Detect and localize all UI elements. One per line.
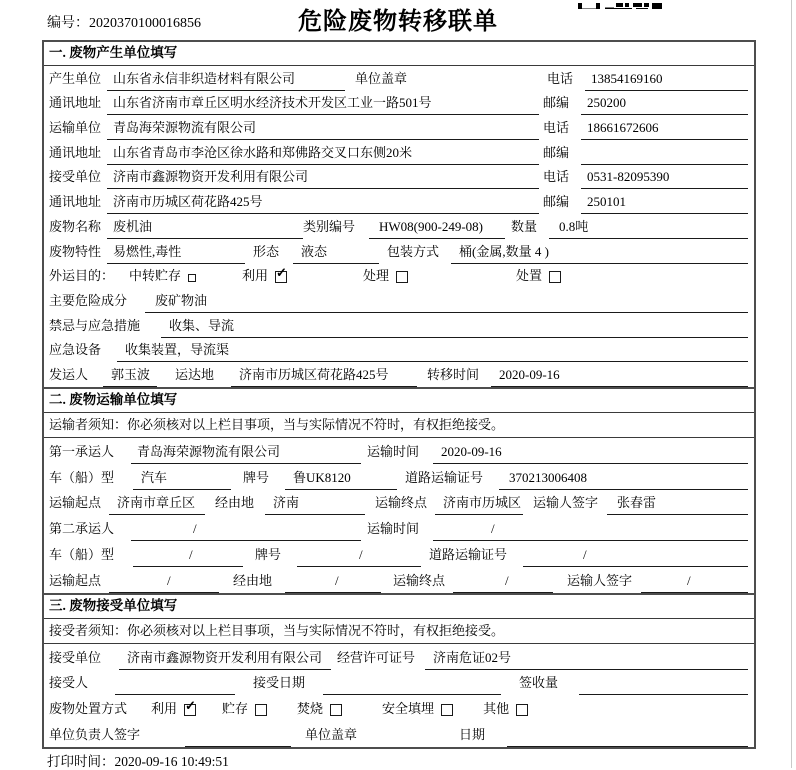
field-value: / — [109, 572, 219, 593]
field-label: 应急设备 — [49, 342, 102, 358]
field-label: 运达地 — [175, 366, 215, 382]
field-label: 第二承运人 — [49, 521, 115, 537]
checkbox-checked-icon — [184, 698, 196, 716]
field-label: 通讯地址 — [49, 144, 102, 160]
form-row — [44, 115, 754, 140]
field-label: 日期 — [459, 726, 486, 742]
field-label: 单位负责人签字 — [49, 726, 141, 742]
field-value: 250200 — [581, 94, 748, 115]
form-row — [44, 721, 754, 747]
form-row — [44, 670, 754, 696]
field-value: / — [297, 546, 421, 567]
section-notice: 接受者须知：你必须核对以上栏目事项，当与实际情况不符时，有权拒绝接受。 — [44, 619, 754, 644]
field-label: 牌号 — [243, 469, 270, 485]
section-notice: 运输者须知：你必须核对以上栏目事项，当与实际情况不符时，有权拒绝接受。 — [44, 413, 754, 438]
checkbox-field — [297, 700, 342, 721]
checkbox-field — [151, 700, 196, 721]
checkbox-field — [363, 267, 408, 288]
form-row — [44, 338, 754, 363]
field-label: 道路运输证号 — [405, 469, 484, 485]
form-row — [44, 66, 754, 91]
field-value — [323, 692, 501, 695]
field-label: 道路运输证号 — [429, 546, 508, 562]
checkbox-label: 利用 — [151, 701, 178, 717]
field-label: 通讯地址 — [49, 194, 102, 210]
checkbox-checked-icon — [275, 265, 287, 283]
field-value: 山东省青岛市李沧区徐水路和郑佛路交叉口东侧20米 — [107, 144, 539, 165]
field-label: 外运目的： — [49, 268, 115, 284]
field-label: 形态 — [253, 243, 280, 259]
page-edge-divider — [791, 0, 792, 768]
field-label: 运输终点 — [375, 495, 428, 511]
field-value: 0531-82095390 — [581, 168, 748, 189]
field-label: 运输时间 — [367, 521, 420, 537]
checkbox-unchecked-icon — [330, 704, 342, 716]
form-row — [44, 288, 754, 313]
field-value: 桶(金属,数量 4 ) — [451, 243, 748, 264]
field-value: 0.8吨 — [549, 218, 748, 239]
field-value: 青岛海荣源物流有限公司 — [107, 119, 539, 140]
field-value — [581, 162, 748, 165]
checkbox-unchecked-icon — [396, 271, 408, 283]
form-row — [44, 438, 754, 464]
field-label: 接受单位 — [49, 649, 102, 665]
field-value: 山东省济南市章丘区明水经济技术开发区工业一路501号 — [107, 94, 539, 115]
form-row — [44, 239, 754, 264]
checkbox-label: 其他 — [483, 701, 510, 717]
checkbox-unchecked-icon — [188, 274, 196, 282]
field-label: 电话 — [543, 120, 570, 136]
field-value: 济南市历城区荷花路425号 — [107, 193, 539, 214]
qr-code-fragment-icon — [578, 0, 662, 9]
field-label: 通讯地址 — [49, 95, 102, 111]
field-value: 废机油 — [107, 218, 303, 239]
checkbox-field — [483, 700, 528, 721]
field-value: 济南市鑫源物资开发利用有限公司 — [119, 649, 331, 670]
field-label: 废物特性 — [49, 243, 102, 259]
field-value: 370213006408 — [499, 469, 748, 490]
field-label: 运输起点 — [49, 572, 102, 588]
checkbox-label: 处理 — [363, 268, 390, 284]
field-value: 郭玉波 — [103, 366, 157, 387]
field-label: 废物处置方式 — [49, 701, 128, 717]
field-label: 接受单位 — [49, 169, 102, 185]
field-label: 接受日期 — [253, 675, 306, 691]
field-label: 经营许可证号 — [337, 649, 416, 665]
field-value: 鲁UK8120 — [285, 469, 397, 490]
field-value: / — [433, 520, 748, 541]
checkbox-field — [222, 700, 267, 721]
form-table — [42, 40, 756, 749]
checkbox-label: 焚烧 — [297, 701, 324, 717]
checkbox-label: 贮存 — [222, 701, 249, 717]
field-value: / — [523, 546, 748, 567]
field-label: 车（船）型 — [49, 469, 115, 485]
field-value: 济南市章丘区 — [109, 494, 205, 515]
checkbox-field — [382, 700, 453, 721]
field-label: 包装方式 — [387, 243, 440, 259]
field-label: 邮编 — [543, 144, 570, 160]
checkbox-field — [516, 267, 561, 288]
form-row — [44, 541, 754, 567]
form-row — [44, 313, 754, 338]
form-row — [44, 165, 754, 190]
field-value — [115, 692, 235, 695]
field-label: 经由地 — [233, 572, 273, 588]
checkbox-unchecked-icon — [516, 704, 528, 716]
form-row — [44, 264, 754, 289]
field-label: 运输人签字 — [533, 495, 599, 511]
field-label: 邮编 — [543, 194, 570, 210]
print-time-line — [47, 750, 229, 770]
field-label: 电话 — [547, 70, 574, 86]
checkbox-label: 利用 — [242, 268, 269, 284]
field-label: 单位盖章 — [355, 70, 408, 86]
field-label: 转移时间 — [427, 366, 480, 382]
field-label: 牌号 — [255, 546, 282, 562]
field-label: 产生单位 — [49, 70, 102, 86]
field-value: 废矿物油 — [145, 292, 748, 313]
field-value: 2020-09-16 — [433, 443, 748, 464]
field-value: / — [453, 572, 553, 593]
field-label: 运输终点 — [393, 572, 446, 588]
field-label: 运输起点 — [49, 495, 102, 511]
form-row — [44, 140, 754, 165]
section-title: 三. 废物接受单位填写 — [44, 595, 754, 619]
form-row — [44, 567, 754, 593]
check-mark: ✓ — [276, 265, 287, 281]
field-value: 13854169160 — [585, 70, 748, 91]
field-label: 禁忌与应急措施 — [49, 317, 141, 333]
form-row — [44, 464, 754, 490]
field-label: 第一承运人 — [49, 443, 115, 459]
field-value: 济南危证02号 — [425, 649, 748, 670]
field-label: 运输人签字 — [567, 572, 633, 588]
field-value: 2020-09-16 — [491, 366, 748, 387]
field-label: 车（船）型 — [49, 546, 115, 562]
field-value: 收集装置，导流渠 — [117, 341, 748, 362]
page-title: 危险废物转移联单 — [298, 9, 498, 35]
section-title: 二. 废物运输单位填写 — [44, 389, 754, 413]
field-value: 济南 — [265, 494, 365, 515]
checkbox-unchecked-icon — [255, 704, 267, 716]
field-label: 废物名称 — [49, 218, 102, 234]
field-value: 250101 — [581, 193, 748, 214]
field-value: 济南市历城区荷花路425号 — [231, 366, 417, 387]
check-mark: ✓ — [185, 698, 196, 714]
field-label: 签收量 — [519, 675, 559, 691]
field-value: / — [133, 546, 243, 567]
field-label: 主要危险成分 — [49, 292, 128, 308]
checkbox-field — [129, 267, 196, 288]
checkbox-unchecked-icon — [441, 704, 453, 716]
serial-value: 2020370100016856 — [89, 16, 201, 31]
form-section — [44, 387, 754, 593]
section-title: 一. 废物产生单位填写 — [44, 42, 754, 66]
checkbox-label: 中转贮存 — [129, 268, 182, 284]
field-value: 收集、导流 — [161, 317, 748, 338]
serial-label: 编号： — [47, 16, 89, 31]
form-row — [44, 189, 754, 214]
field-value: HW08(900-249-08) — [369, 218, 505, 239]
form-row — [44, 91, 754, 116]
field-value: 液态 — [293, 243, 379, 264]
field-label: 邮编 — [543, 95, 570, 111]
form-row — [44, 490, 754, 516]
form-row — [44, 515, 754, 541]
form-row — [44, 362, 754, 387]
field-label: 经由地 — [215, 495, 255, 511]
field-label: 运输单位 — [49, 120, 102, 136]
form-section — [44, 593, 754, 747]
field-value: 易燃性,毒性 — [107, 243, 245, 264]
field-value: / — [285, 572, 381, 593]
field-value: 18661672606 — [581, 119, 748, 140]
field-value — [579, 692, 748, 695]
field-value: 汽车 — [133, 469, 231, 490]
field-value: / — [131, 520, 361, 541]
form-section — [44, 42, 754, 387]
field-label: 接受人 — [49, 675, 89, 691]
field-value: 济南市鑫源物资开发利用有限公司 — [107, 168, 539, 189]
field-value — [185, 744, 291, 747]
field-label: 数量 — [511, 218, 538, 234]
field-value: 济南市历城区 — [435, 494, 523, 515]
field-label: 电话 — [543, 169, 570, 185]
checkbox-label: 安全填埋 — [382, 701, 435, 717]
form-row — [44, 644, 754, 670]
field-label: 单位盖章 — [305, 726, 358, 742]
field-value: 张春雷 — [607, 494, 748, 515]
field-value: / — [641, 572, 748, 593]
field-label: 发运人 — [49, 366, 89, 382]
checkbox-unchecked-icon — [549, 271, 561, 283]
form-row — [44, 695, 754, 721]
form-row — [44, 214, 754, 239]
checkbox-field — [242, 267, 287, 288]
print-time-label: 打印时间： — [47, 754, 115, 769]
field-value: 山东省永信非织造材料有限公司 — [107, 70, 345, 91]
checkbox-label: 处置 — [516, 268, 543, 284]
field-label: 运输时间 — [367, 443, 420, 459]
field-value — [507, 744, 748, 747]
print-time-value: 2020-09-16 10:49:51 — [114, 754, 229, 769]
field-label: 类别编号 — [303, 218, 356, 234]
field-value: 青岛海荣源物流有限公司 — [131, 443, 361, 464]
